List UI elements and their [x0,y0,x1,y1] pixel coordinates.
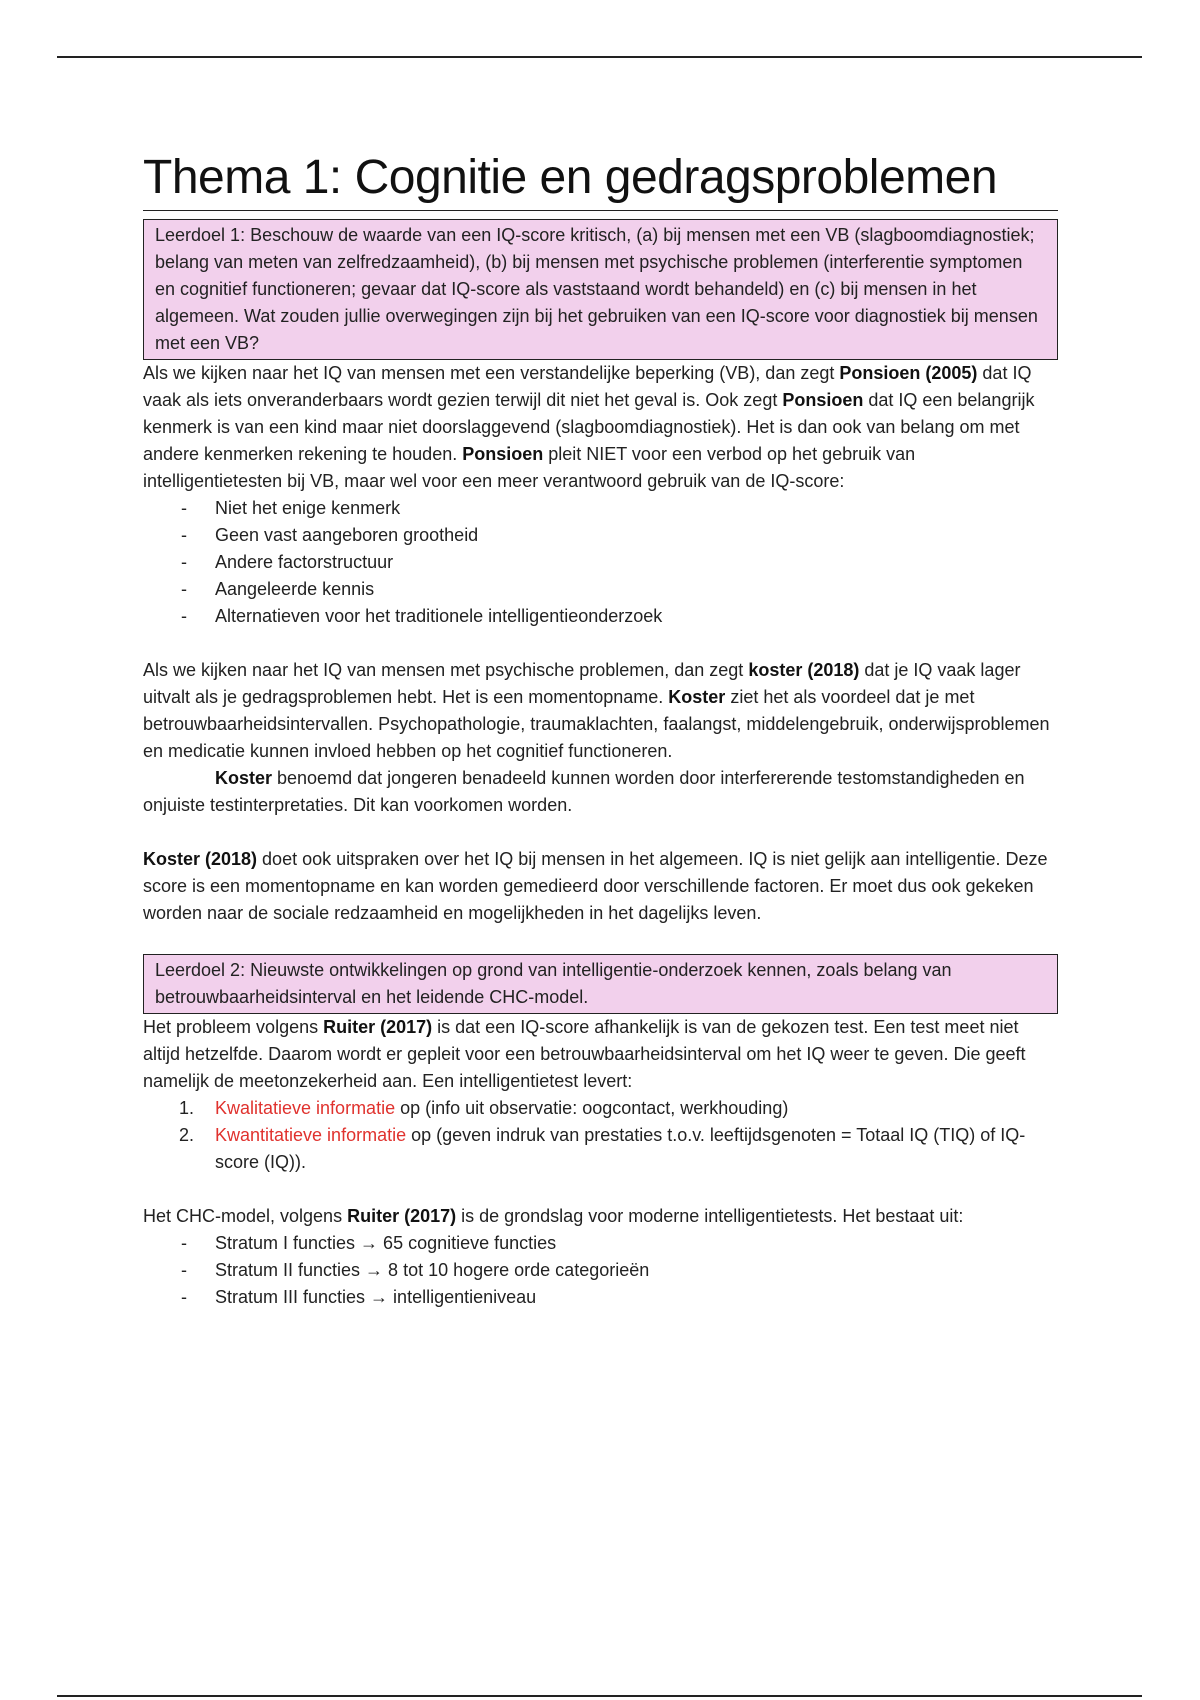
bottom-rule [57,1695,1142,1697]
spacer [143,927,1058,954]
list-item: 2. Kwantitatieve informatie op (geven indruk van prestaties t.o.v. leeftijdsgenoten = Totaal IQ (TIQ) of IQ-score (IQ)). [179,1125,1026,1172]
paragraph-koster-jongeren: Koster benoemd dat jongeren benadeeld kunnen worden door interfererende testomstandigheden en onjuiste testinterpretaties. Dit kan voorkomen worden. [143,768,1025,815]
paragraph-koster-psychisch: Als we kijken naar het IQ van mensen met psychische problemen, dan zegt koster (2018) dat je IQ vaak lager uitvalt als je gedragsproblemen hebt. Het is een momentopname. Koster ziet het als voordeel dat je met betrouwbaarheidsintervallen. Psychopathologie, traumaklachten, faalangst, middelengebruik, onderwijsproblemen en medicatie kunnen invloed hebben op het cognitief functioneren. [143,660,1050,761]
list-item: - Aangeleerde kennis [181,579,375,599]
page-title: Thema 1: Cognitie en gedragsproblemen [143,150,1058,211]
spacer [143,1176,1058,1203]
list-item: - Geen vast aangeboren grootheid [181,525,479,545]
list-item: - Stratum I functies → 65 cognitieve functies [181,1233,557,1253]
list-item: - Andere factorstructuur [181,552,394,572]
list-item: - Stratum II functies → 8 tot 10 hogere orde categorieën [181,1260,650,1280]
list-item: - Alternatieven voor het traditionele intelligentieonderzoek [181,606,663,626]
list-item: 1. Kwalitatieve informatie op (info uit observatie: oogcontact, werkhouding) [179,1098,789,1118]
list-item: - Stratum III functies → intelligentieniveau [181,1287,537,1307]
paragraph-koster-algemeen: Koster (2018) doet ook uitspraken over het IQ bij mensen in het algemeen. IQ is niet gelijk aan intelligentie. Deze score is een momentopname en kan worden gemedieerd door verschillende factoren. Er moet dus ook gekeken worden naar de sociale redzaamheid en mogelijkheden in het dagelijks leven. [143,849,1048,923]
document-page [143,150,1058,1311]
list-test-output [143,1095,1058,1176]
paragraph-ruiter-probleem: Het probleem volgens Ruiter (2017) is dat een IQ-score afhankelijk is van de gekozen test. Een test meet niet altijd hetzelfde. Daarom wordt er gepleit voor een betrouwbaarheidsinterval om het IQ weer te geven. Die geeft namelijk de meetonzekerheid aan. Een intelligentietest levert: [143,1017,1026,1091]
list-iq-use [143,495,1058,630]
top-rule [57,56,1142,58]
list-strata [143,1230,1058,1311]
spacer [143,630,1058,657]
paragraph-ponsioen: Als we kijken naar het IQ van mensen met een verstandelijke beperking (VB), dan zegt Ponsioen (2005) dat IQ vaak als iets onveranderbaars wordt gezien terwijl dit niet het geval is. Ook zegt Ponsioen dat IQ een belangrijk kenmerk is van een kind maar niet doorslaggevend (slagboomdiagnostiek). Het is dan ook van belang om met andere kenmerken rekening te houden. Ponsioen pleit NIET voor een verbod op het gebruik van intelligentietesten bij VB, maar wel voor een meer verantwoord gebruik van de IQ-score: [143,363,1035,491]
spacer [143,819,1058,846]
learning-goal-1: Leerdoel 1: Beschouw de waarde van een IQ-score kritisch, (a) bij mensen met een VB (slagboomdiagnostiek; belang van meten van zelfredzaamheid), (b) bij mensen met psychische problemen (interferentie symptomen en cognitief functioneren; gevaar dat IQ-score als vaststaand wordt behandeld) en (c) bij mensen in het algemeen. Wat zouden jullie overwegingen zijn bij het gebruiken van een IQ-score voor diagnostiek bij mensen met een VB? [143,219,1058,360]
learning-goal-2: Leerdoel 2: Nieuwste ontwikkelingen op grond van intelligentie-onderzoek kennen, zoals belang van betrouwbaarheidsinterval en het leidende CHC-model. [143,954,1058,1014]
list-item: - Niet het enige kenmerk [181,498,401,518]
paragraph-chc-model: Het CHC-model, volgens Ruiter (2017) is de grondslag voor moderne intelligentietests. Het bestaat uit: [143,1206,964,1226]
